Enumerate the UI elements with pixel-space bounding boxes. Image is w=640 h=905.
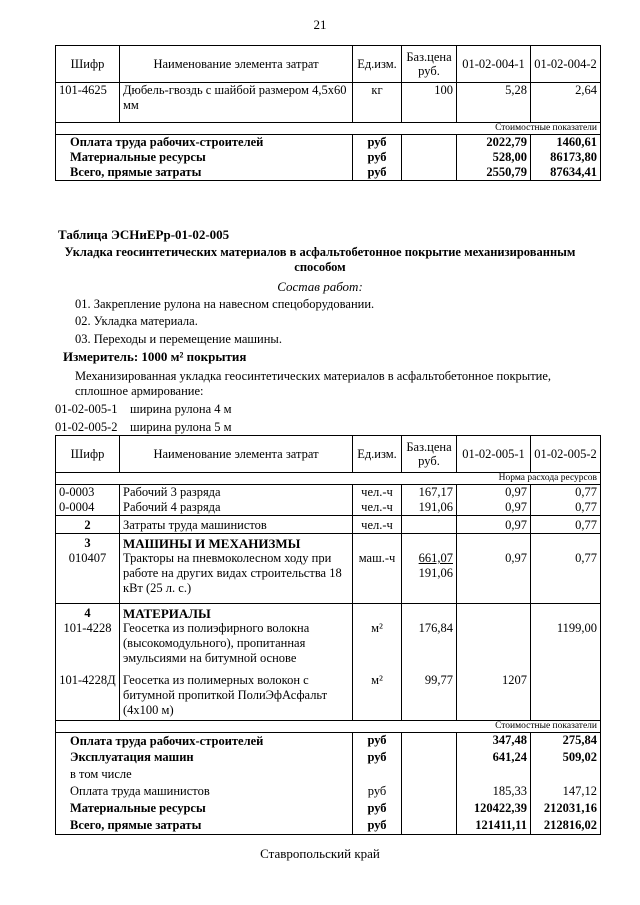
meter: Измеритель: 1000 м² покрытия — [63, 349, 247, 364]
table-row — [56, 485, 601, 501]
total-v1: 185,33 — [457, 784, 531, 801]
total-v2: 87634,41 — [531, 165, 601, 181]
row-v2: 0,77 — [531, 485, 601, 501]
total-v2: 509,02 — [531, 750, 601, 767]
header-price: Баз.цена руб. — [402, 46, 457, 83]
table-row — [56, 551, 601, 603]
variant-code: 01-02-005-2 — [55, 420, 118, 434]
description: Механизированная укладка геосинтетических материалов в асфальтобетонное покрытие, — [75, 369, 552, 383]
row-price: 176,84 — [402, 621, 457, 673]
row-v1: 1207 — [457, 673, 531, 721]
total-unit: руб — [353, 733, 402, 750]
table-header-row — [56, 436, 601, 473]
header-col2: 01-02-005-2 — [531, 436, 601, 473]
header-col1: 01-02-005-1 — [457, 436, 531, 473]
total-v2: 275,84 — [531, 733, 601, 750]
total-row — [56, 150, 601, 165]
row-name: Затраты труда машинистов — [120, 516, 353, 534]
work-item: 01. Закрепление рулона на навесном спецоборудовании. — [75, 297, 375, 311]
section-heading: Укладка геосинтетических материалов в асфальтобетонное покрытие механизированным — [64, 245, 576, 259]
row-v1: 0,97 — [457, 551, 531, 603]
row-unit: чел.-ч — [353, 500, 402, 516]
composition-title: Состав работ: — [277, 279, 363, 294]
header-code: Шифр — [56, 436, 120, 473]
row-code: 101-4625 — [56, 83, 120, 123]
total-v1: 121411,11 — [457, 818, 531, 835]
row-code: 101-4228 — [56, 621, 120, 673]
group-title: МАШИНЫ И МЕХАНИЗМЫ — [120, 534, 353, 552]
total-name: Материальные ресурсы — [56, 801, 353, 818]
row-unit: маш.-ч — [353, 551, 402, 603]
section-label: Стоимостные показатели — [457, 721, 601, 733]
total-v1: 2550,79 — [457, 165, 531, 181]
header-price: Баз.цена руб. — [402, 436, 457, 473]
row-v1 — [457, 621, 531, 673]
row-code: 010407 — [56, 551, 120, 603]
row-v1: 0,97 — [457, 500, 531, 516]
table-title: Таблица ЭСНиЕРр-01-02-005 — [58, 227, 230, 242]
header-unit: Ед.изм. — [353, 46, 402, 83]
total-name: Всего, прямые затраты — [56, 818, 353, 835]
header-name: Наименование элемента затрат — [120, 46, 353, 83]
row-v1: 0,97 — [457, 516, 531, 534]
total-row — [56, 801, 601, 818]
cost-table-1 — [55, 45, 601, 181]
total-name: в том числе — [56, 767, 353, 784]
table-row — [56, 673, 601, 721]
price-secondary: 191,06 — [418, 566, 453, 580]
total-unit: руб — [353, 150, 402, 165]
table-header-row — [56, 46, 601, 83]
row-v2: 2,64 — [531, 83, 601, 123]
total-v1 — [457, 767, 531, 784]
section-label-row — [56, 123, 601, 135]
table-row — [56, 500, 601, 516]
header-unit: Ед.изм. — [353, 436, 402, 473]
total-v1: 641,24 — [457, 750, 531, 767]
description-cont: сплошное армирование: — [75, 384, 204, 398]
row-name: Тракторы на пневмоколесном ходу при работе на других видах строительства 18 кВт (25 л. с.) — [120, 551, 353, 603]
variant-text: ширина рулона 4 м — [130, 402, 232, 416]
total-v2: 212816,02 — [531, 818, 601, 835]
cost-table-2 — [55, 435, 601, 835]
total-v2: 86173,80 — [531, 150, 601, 165]
total-v2: 147,12 — [531, 784, 601, 801]
row-unit: м² — [353, 621, 402, 673]
row-v1: 5,28 — [457, 83, 531, 123]
variant-text: ширина рулона 5 м — [130, 420, 232, 434]
table-row — [56, 83, 601, 123]
table-row — [56, 621, 601, 673]
row-v2: 0,77 — [531, 500, 601, 516]
norm-label: Норма расхода ресурсов — [457, 473, 601, 485]
row-price: 167,17 — [402, 485, 457, 501]
row-v1: 0,97 — [457, 485, 531, 501]
total-name: Материальные ресурсы — [56, 150, 353, 165]
total-row — [56, 767, 601, 784]
group-num: 4 — [56, 603, 120, 621]
total-row — [56, 784, 601, 801]
row-unit: м² — [353, 673, 402, 721]
variant-code: 01-02-005-1 — [55, 402, 118, 416]
total-unit: руб — [353, 135, 402, 151]
row-unit: кг — [353, 83, 402, 123]
row-v2: 0,77 — [531, 551, 601, 603]
total-unit: руб — [353, 750, 402, 767]
row-code: 101-4228Д — [56, 673, 120, 721]
group-title: МАТЕРИАЛЫ — [120, 603, 353, 621]
group-num: 3 — [56, 534, 120, 552]
total-unit: руб — [353, 784, 402, 801]
row-price: 100 — [402, 83, 457, 123]
row-code: 2 — [56, 516, 120, 534]
total-row — [56, 818, 601, 835]
total-row — [56, 135, 601, 151]
total-v1: 528,00 — [457, 150, 531, 165]
total-v1: 2022,79 — [457, 135, 531, 151]
total-name: Оплата труда рабочих-строителей — [56, 135, 353, 151]
row-code: 0-0003 — [56, 485, 120, 501]
total-name: Оплата труда машинистов — [56, 784, 353, 801]
row-price — [402, 551, 457, 603]
row-v2: 1199,00 — [531, 621, 601, 673]
row-v2: 0,77 — [531, 516, 601, 534]
total-v2 — [531, 767, 601, 784]
row-unit: чел.-ч — [353, 485, 402, 501]
row-price — [402, 516, 457, 534]
total-row — [56, 165, 601, 181]
group-header-row — [56, 534, 601, 552]
row-name: Рабочий 4 разряда — [120, 500, 353, 516]
row-name: Дюбель-гвоздь с шайбой размером 4,5х60 мм — [120, 83, 353, 123]
total-row — [56, 750, 601, 767]
total-unit: руб — [353, 165, 402, 181]
row-code: 0-0004 — [56, 500, 120, 516]
row-name: Геосетка из полимерных волокон с битумной пропиткой ПолиЭфАсфальт (4х100 м) — [120, 673, 353, 721]
total-name: Эксплуатация машин — [56, 750, 353, 767]
row-price: 99,77 — [402, 673, 457, 721]
price-primary: 661,07 — [418, 551, 453, 565]
row-price: 191,06 — [402, 500, 457, 516]
total-v1: 120422,39 — [457, 801, 531, 818]
header-name: Наименование элемента затрат — [120, 436, 353, 473]
total-name: Оплата труда рабочих-строителей — [56, 733, 353, 750]
section-label: Стоимостные показатели — [457, 123, 601, 135]
header-col2: 01-02-004-2 — [531, 46, 601, 83]
page-footer: Ставропольский край — [260, 846, 380, 861]
norm-label-row — [56, 473, 601, 485]
row-v2 — [531, 673, 601, 721]
total-v2: 1460,61 — [531, 135, 601, 151]
row-name: Рабочий 3 разряда — [120, 485, 353, 501]
total-unit — [353, 767, 402, 784]
total-unit: руб — [353, 818, 402, 835]
row-unit: чел.-ч — [353, 516, 402, 534]
page-number: 21 — [313, 17, 327, 32]
row-name: Геосетка из полиэфирного волокна (высокомодульного), пропитанная эмульсиями на битумной основе — [120, 621, 353, 673]
work-item: 02. Укладка материала. — [75, 314, 198, 328]
section-label-row — [56, 721, 601, 733]
table-row — [56, 516, 601, 534]
total-unit: руб — [353, 801, 402, 818]
work-item: 03. Переходы и перемещение машины. — [75, 332, 282, 346]
total-v1: 347,48 — [457, 733, 531, 750]
total-row — [56, 733, 601, 750]
total-v2: 212031,16 — [531, 801, 601, 818]
header-col1: 01-02-004-1 — [457, 46, 531, 83]
section-heading-cont: способом — [294, 260, 346, 274]
total-name: Всего, прямые затраты — [56, 165, 353, 181]
group-header-row — [56, 603, 601, 621]
header-code: Шифр — [56, 46, 120, 83]
